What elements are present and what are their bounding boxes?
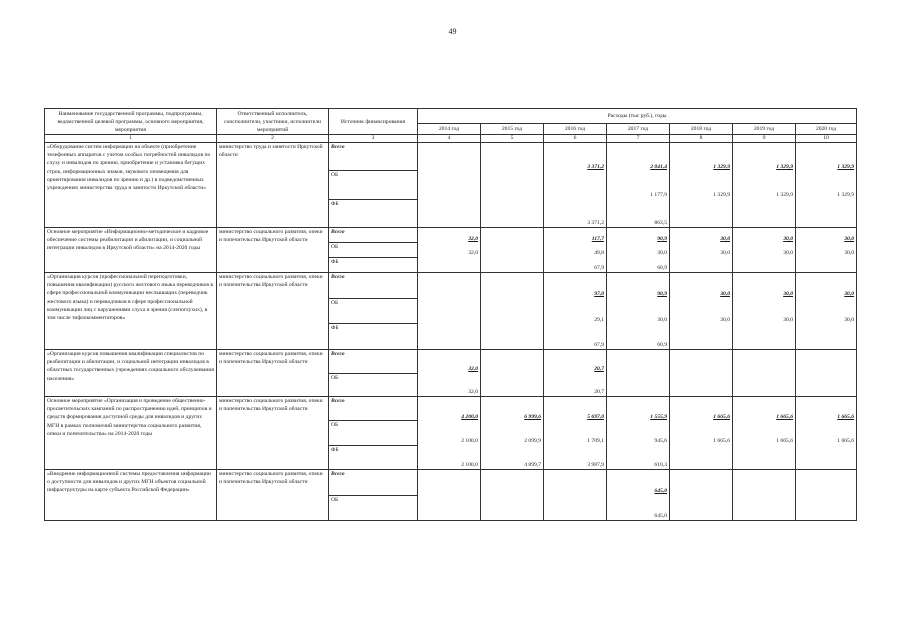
year-amount-cell [544,470,607,521]
funding-source-label: ФБ [329,257,417,272]
header-source: Источник финансирования [329,109,418,135]
funding-source-label: ОБ [329,495,417,521]
year-amount-cell [733,228,796,273]
source-amount: 3 987,9 [587,462,604,468]
activity-name: «Оборудование систем информации на объекте (приобретение телефонных аппаратов с учетом особых потребностей инвалидов по слуху и инвалидов по зрению, приобретение и установка бегущих строк, информационных знаков, звукового оповещения для ориентирования инвалидов по зрению и др.) в подведомственных учреждениях министерства труда и занятости Иркутской области» [45,143,217,228]
header-executor: Ответственный исполнитель, соисполнители, участники, исполнители мероприятий [217,109,329,135]
funding-sources [329,350,418,397]
header-year: 2015 год [481,124,544,135]
year-amount-cell [796,350,857,397]
column-index: 3 [329,135,418,143]
total-amount: 1 329,9 [713,164,730,170]
header-year: 2016 год [544,124,607,135]
source-amount: 20,7 [594,389,604,395]
source-amount: 610,3 [654,462,667,468]
source-amount: 67,9 [594,265,604,272]
year-amount-cell [418,470,481,521]
source-amount: 67,9 [594,341,604,348]
executor: министерство труда и занятости Иркутской области [217,143,329,228]
year-amount-cell [796,273,857,350]
total-amount: 90,9 [657,235,667,242]
column-index: 2 [217,135,329,143]
executor: министерство социального развития, опеки и попечительства Иркутской области [217,273,329,350]
funding-source-label: Всего [331,229,345,235]
funding-sources [329,397,418,470]
year-amount-cell [733,470,796,521]
source-amount: 30,0 [720,250,730,257]
source-amount: 60,9 [657,341,667,348]
year-amount-cell [544,350,607,397]
table-row [45,143,857,228]
source-amount: 30,0 [657,250,667,257]
funding-source-label: ФБ [329,445,417,469]
column-index: 1 [45,135,217,143]
activity-name: «Внедрение информационной системы предоставления информации о доступности для инвалидов и других МГН объектов социальной инфраструктуры на карте субъекта Российской Федерации» [45,470,217,521]
column-index: 8 [670,135,733,143]
total-amount: 2 041,4 [650,164,667,170]
year-amount-cell [607,397,670,470]
total-amount: 6 999,6 [524,414,541,420]
total-amount: 20,7 [594,366,604,372]
source-amount: 30,0 [844,250,855,257]
column-index: 6 [544,135,607,143]
source-amount: 29,1 [594,316,604,323]
source-amount: 32,0 [468,250,478,257]
total-amount: 645,0 [654,488,667,494]
table-row [45,273,857,350]
total-amount: 30,0 [783,235,793,242]
funding-source-label: Всего [331,398,345,404]
executor: министерство социального развития, опеки и попечительства Иркутской области [217,470,329,521]
year-amount-cell [544,228,607,273]
header-year: 2017 год [607,124,670,135]
source-amount: 2 100,0 [461,438,478,444]
header-year: 2019 год [733,124,796,135]
year-amount-cell [670,228,733,273]
year-amount-cell [481,350,544,397]
header-year: 2020 год [796,124,857,135]
year-amount-cell [670,470,733,521]
funding-source-label: ОБ [329,373,417,397]
executor: министерство социального развития, опеки и попечительства Иркутской области [217,397,329,470]
year-amount-cell [670,273,733,350]
funding-source-label: Всего [331,471,345,477]
year-amount-cell [733,350,796,397]
year-amount-cell [607,273,670,350]
total-amount: 5 697,0 [587,414,604,420]
year-amount-cell [670,397,733,470]
total-amount: 1 329,9 [776,164,793,170]
source-amount: 1 177,9 [650,192,667,198]
total-amount: 30,0 [844,291,855,298]
total-amount: 1 665,6 [776,414,793,420]
total-amount: 1 665,6 [837,414,855,420]
table-row [45,350,857,397]
column-index: 7 [607,135,670,143]
total-amount: 3 371,2 [587,164,604,170]
activity-name: Основное мероприятие «Организация и проведение общественно-просветительских кампаний по распространению идей, принципов и средств формирования доступной среды для инвалидов и других МГН в рамках полномочий министерства социального развития, опеки и попечительства» на 2014-2020 годы [45,397,217,470]
funding-source-label: ОБ [329,420,417,444]
total-amount: 30,0 [783,291,793,298]
source-amount: 4 899,7 [524,462,541,468]
source-amount: 2 099,9 [524,438,541,444]
table-row [45,397,857,470]
source-amount: 1 709,1 [587,438,604,444]
year-amount-cell [481,228,544,273]
funding-sources [329,273,418,350]
funding-source-label: ОБ [329,242,417,257]
total-amount: 32,0 [468,366,478,372]
column-index: 5 [481,135,544,143]
total-amount: 30,0 [720,291,730,298]
year-amount-cell [607,470,670,521]
total-amount: 97,0 [594,291,604,298]
source-amount: 1 329,9 [713,192,730,198]
source-amount: 49,8 [594,250,604,257]
source-amount: 945,6 [654,438,667,444]
year-amount-cell [607,228,670,273]
source-amount: 1 665,6 [776,438,793,444]
funding-source-label: Всего [331,144,345,150]
year-amount-cell [607,143,670,228]
source-amount: 1 665,6 [837,438,855,444]
source-amount: 3 371,2 [587,220,604,226]
year-amount-cell [481,143,544,228]
total-amount: 4 200,0 [461,414,478,420]
header-expenses: Расходы (тыс руб.), годы [418,109,857,124]
page-number: 49 [448,27,457,36]
activity-name: «Организация курсов повышения квалификации специалистов по реабилитации и абилитации, и социальной интеграции инвалидов в областных государственных учреждениях социального обслуживания населения» [45,350,217,397]
year-amount-cell [670,350,733,397]
year-amount-cell [733,273,796,350]
source-amount: 1 665,6 [713,438,730,444]
year-amount-cell [544,397,607,470]
funding-source-label: Всего [331,351,345,357]
total-amount: 30,0 [720,235,730,242]
year-amount-cell [796,143,857,228]
year-amount-cell [418,397,481,470]
year-amount-cell [481,273,544,350]
table-row [45,470,857,521]
funding-source-label: ФБ [329,323,417,349]
header-year: 2014 год [418,124,481,135]
column-index: 10 [796,135,857,143]
total-amount: 30,0 [844,235,855,242]
funding-source-label: ОБ [329,170,417,198]
total-amount: 90,9 [657,291,667,298]
year-amount-cell [418,273,481,350]
year-amount-cell [733,397,796,470]
year-amount-cell [796,470,857,521]
header-year: 2018 год [670,124,733,135]
year-amount-cell [544,273,607,350]
funding-sources [329,228,418,273]
year-amount-cell [418,350,481,397]
source-amount: 863,5 [654,220,667,226]
executor: министерство социального развития, опеки и попечительства Иркутской области [217,350,329,397]
column-index: 4 [418,135,481,143]
column-index: 9 [733,135,796,143]
year-amount-cell [418,143,481,228]
funding-sources [329,143,418,228]
source-amount: 1 329,9 [776,192,793,198]
total-amount: 1 329,9 [837,164,855,170]
executor: министерство социального развития, опеки и попечительства Иркутской области [217,228,329,273]
source-amount: 2 100,0 [461,462,478,468]
activity-name: «Организация курсов (профессиональной переподготовки, повышения квалификации) русского жестового языка переводчиков в сфере профессиональной коммуникации неслышащих (переводчик жестового языка) и переводчиков в сфере профессиональной коммуникации лиц с нарушениями слуха и зрения (слепоглухих), в том числе тифлокомментаторов» [45,273,217,350]
funding-sources [329,470,418,521]
source-amount: 30,0 [783,316,793,323]
year-amount-cell [796,228,857,273]
total-amount: 117,7 [591,235,604,242]
table-row [45,228,857,273]
source-amount: 32,0 [468,389,478,395]
funding-source-label: ФБ [329,199,417,227]
source-amount: 645,0 [654,513,667,519]
year-amount-cell [481,470,544,521]
source-amount: 30,0 [657,316,667,323]
year-amount-cell [418,228,481,273]
funding-source-label: Всего [331,274,345,280]
source-amount: 30,0 [720,316,730,323]
year-amount-cell [481,397,544,470]
source-amount: 1 329,9 [837,192,855,198]
year-amount-cell [544,143,607,228]
source-amount: 30,0 [783,250,793,257]
year-amount-cell [733,143,796,228]
total-amount: 1 555,9 [650,414,667,420]
year-amount-cell [670,143,733,228]
source-amount: 30,0 [844,316,855,323]
total-amount: 32,0 [468,235,478,242]
total-amount: 1 665,6 [713,414,730,420]
year-amount-cell [607,350,670,397]
financing-table [44,108,857,521]
source-amount: 60,9 [657,265,667,272]
activity-name: Основное мероприятие «Информационно-методическое и кадровое обеспечение системы реабилитации и абилитации, и социальной интеграции инвалидов в Иркутской области» на 2014-2020 годы [45,228,217,273]
column-index-row [45,135,857,143]
year-amount-cell [796,397,857,470]
funding-source-label: ОБ [329,298,417,324]
header-program-name: Наименование государственной программы, подпрограммы, ведомственной целевой программы, основного мероприятия, мероприятия [45,109,217,135]
